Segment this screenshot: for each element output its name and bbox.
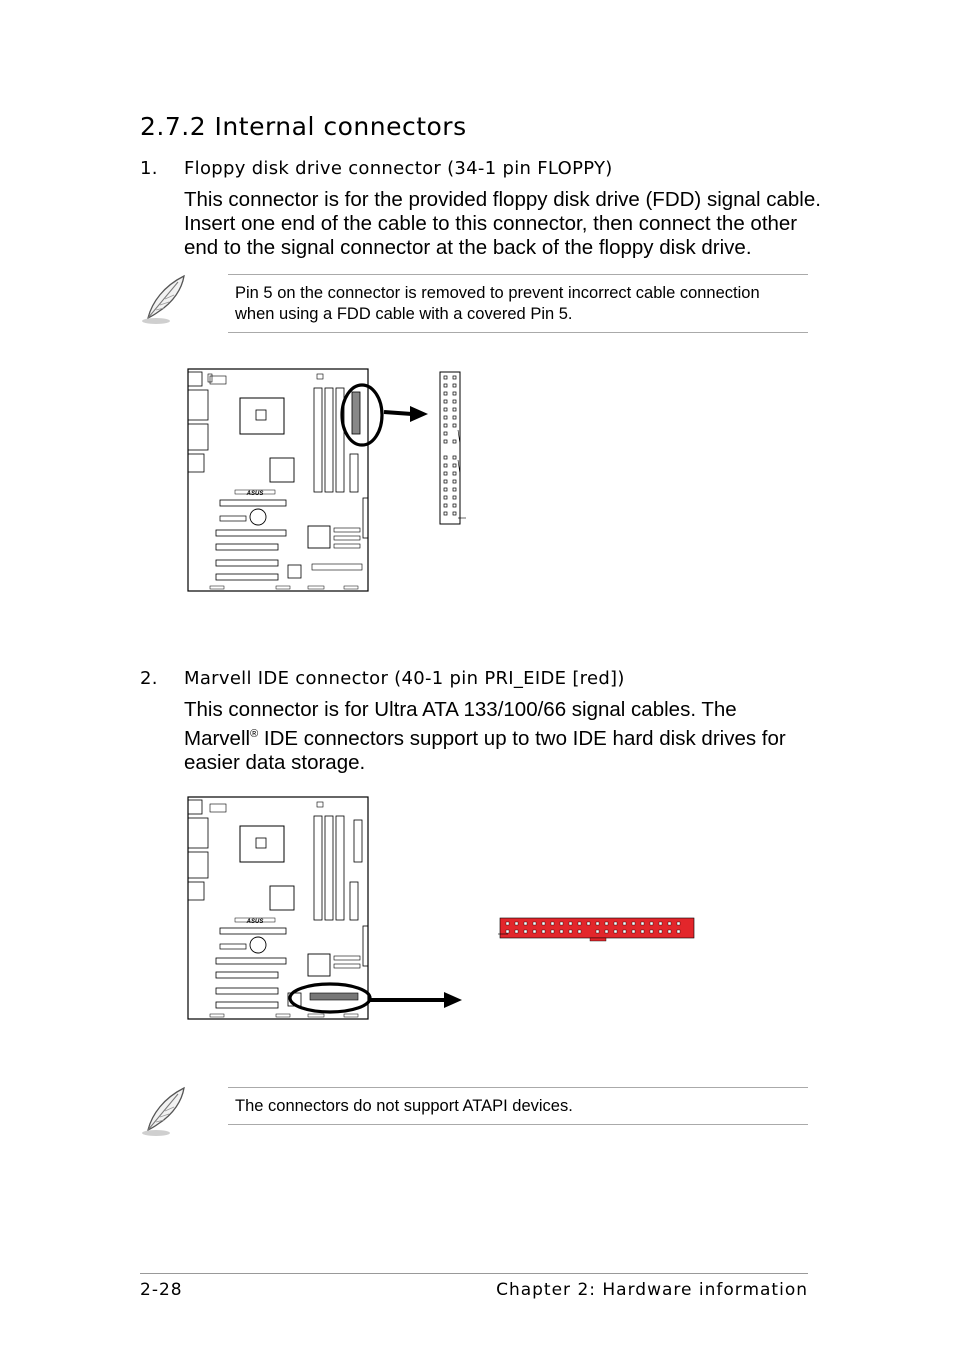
item-2-line-3: easier data storage. [184,750,366,774]
item-2-line-1: This connector is for Ultra ATA 133/100/66 signal cables. The [184,698,737,721]
note-1-text [235,283,815,325]
item-1-number: 1. [140,158,158,179]
feather-pen-icon-2 [138,1084,190,1138]
item-2-number: 2. [140,668,158,689]
section-title: 2.7.2 Internal connectors [140,112,467,141]
item-1-line-3: end to the signal connector at the back of the floppy disk drive. [184,236,752,259]
item-1-line-2: Insert one end of the cable to this connector, then connect the other [184,212,798,235]
footer-chapter: Chapter 2: Hardware information [496,1280,808,1300]
note-2-text: The connectors do not support ATAPI devices. [235,1097,573,1115]
item-2-line-2-rest: IDE connectors support up to two IDE hard disk drives for [258,726,786,750]
footer-rule [140,1273,808,1274]
board-logo-2: ASUS [246,919,264,925]
floppy-header-detail [440,372,460,524]
note-1-line-1: Pin 5 on the connector is removed to prevent incorrect cable connection [235,284,760,302]
note-2-bottom-rule [228,1124,808,1125]
ide-header-detail [500,918,694,938]
item-1-body [184,188,824,260]
item-1-line-1: This connector is for the provided floppy disk drive (FDD) signal cable. [184,188,821,211]
item-2-heading: Marvell IDE connector (40-1 pin PRI_EIDE [red]) [184,668,625,689]
registered-mark: ® [250,728,259,740]
item-1-heading: Floppy disk drive connector (34-1 pin FLOPPY) [184,158,613,179]
note-2-top-rule [228,1087,808,1088]
item-2-body [184,698,824,775]
motherboard-ide-diagram [180,790,700,1026]
note-1-line-2: when using a FDD cable with a covered Pin 5. [235,305,573,323]
item-2-line-2 [184,722,824,751]
footer-page-number: 2-28 [140,1280,183,1300]
feather-pen-icon [138,272,190,326]
marvell-word: Marvell [184,726,251,750]
pointer-arrow [384,412,412,414]
note-1-top-rule [228,274,808,275]
board-logo: ASUS [246,491,264,497]
motherboard-floppy-diagram [180,362,480,598]
note-1-bottom-rule [228,332,808,333]
board-outline [188,369,368,591]
